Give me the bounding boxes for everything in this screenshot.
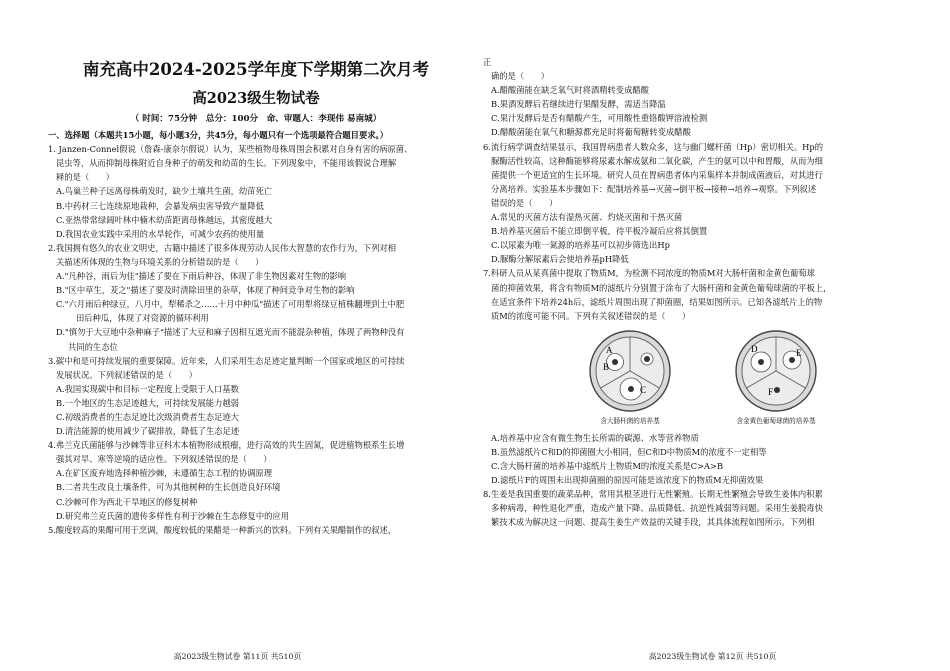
question-8-stem: 多种病毒，种性退化严重，造成产量下降、品质降低、抗逆性减弱等问题。采用生姜脱毒快 — [491, 503, 823, 514]
question-4-stem: 4.弗兰克氏菌能够与沙棘等非豆科木本植物形成根瘤，进行高效的共生固氮，促进植物根系生长增 — [48, 440, 405, 451]
question-4-option-c: C.沙棘可作为西北干旱地区的修复树种 — [56, 496, 198, 507]
staph-plate-caption: 含金黄色葡萄球菌的培养基 — [736, 416, 816, 425]
question-1-option-c: C.亚热带常绿阔叶林中楠木幼苗距离母株越远，其密度越大 — [56, 214, 273, 225]
question-2-option-c: 田后种瓜，体现了对资源的循环利用 — [76, 313, 209, 324]
question-2-option-a: A."凡种谷，雨后为佳"描述了要在下雨后种谷，体现了非生物因素对生物的影响 — [56, 271, 347, 282]
staph-plate-panel — [718, 329, 834, 431]
question-5-option-b: B.果酒发酵后若继续进行果醋发酵，需适当降温 — [491, 99, 666, 110]
question-2-stem: 关描述所体现的生物与环境关系的分析错误的是（ ） — [56, 256, 264, 267]
right-page — [475, 0, 950, 671]
question-3-option-d: D.清洁能源的使用减少了碳排放，降低了生态足迹 — [56, 426, 240, 437]
exam-subtitle: 高2023级生物试卷 — [192, 90, 320, 107]
exam-meta: （ 时间：75分钟 总分：100分 命、审题人：李现伟 易南城） — [130, 114, 382, 124]
question-7-option-c: C.含大肠杆菌的培养基中滤纸片上物质M的浓度关系是C>A>B — [491, 460, 724, 471]
question-1-stem: 1. Janzen-Connel假说（詹森-康奈尔假说）认为，某些植物母株周围会积累对自身有害的病原菌、 — [48, 144, 413, 155]
question-6-stem: 6.流行病学调查结果显示，我国胃病患者人数众多，这与幽门螺杆菌（Hp）密切相关。Hp的 — [483, 141, 823, 152]
question-4-option-a: A.在矿区废弃地选择种植沙棘，未遵循生态工程的协调原理 — [56, 468, 273, 479]
question-1-option-b: B.中药材三七连续原地栽种，会暴发病虫害导致产量降低 — [56, 200, 264, 211]
question-7-stem: 在适宜条件下培养24h后，滤纸片周围出现了抑菌圈，结果如图所示。已知各滤纸片上的物 — [491, 296, 823, 307]
question-8-stem: 8.生姜是我国重要的蔬菜品种，常用其根茎进行无性繁殖。长期无性繁殖会导致生姜体内积累 — [483, 489, 823, 500]
question-6-stem: 分离培养。实验基本步骤如下：配制培养基→灭菌→倒平板→接种→培养→观察。下列叙述 — [491, 183, 817, 194]
left-column — [48, 0, 464, 671]
culture-plates-figure — [483, 329, 923, 431]
ecoli-plate-icon — [588, 329, 672, 413]
section-heading: 一、选择题（本题共15小题，每小题3分，共45分，每小题只有一个选项最符合题目要求。） — [48, 130, 388, 141]
question-3-stem: 发展状况。下列叙述错误的是（ ） — [56, 369, 198, 380]
question-7-stem: 质M的浓度可能不同。下列有关叙述错误的是（ ） — [491, 310, 691, 321]
question-6-stem: 错误的是（ ） — [491, 197, 558, 208]
question-8-stem: 繁技术成为解决这一问题、提高生姜生产效益的关键手段，其具体流程如图所示。下列相 — [491, 517, 815, 528]
question-5-stem: 确的是（ ） — [491, 71, 550, 82]
disc-label-b: B — [603, 361, 610, 372]
question-6-option-a: A.常见的灭菌方法有湿热灭菌、灼烧灭菌和干热灭菌 — [491, 212, 683, 223]
disc-label-c: C — [640, 384, 647, 395]
exam-title: 南充高中2024-2025学年度下学期第二次月考 — [82, 60, 430, 79]
question-5-stem: 正 — [483, 57, 492, 67]
question-5-option-a: A.醋酸菌能在缺乏氧气时将酒精转变成醋酸 — [491, 85, 649, 96]
question-1-stem: 释的是（ ） — [56, 172, 115, 183]
question-7-stem: 菌的抑菌效果，将含有物质M的滤纸片分别置于涂布了大肠杆菌和金黄色葡萄球菌的平板上， — [491, 282, 832, 293]
question-1-option-d: D.我国农业实践中采用的水旱轮作，可减少农药的使用量 — [56, 228, 265, 239]
question-7-option-d: D.滤纸片F的周围未出现抑菌圈的原因可能是该浓度下的物质M无抑菌效果 — [491, 475, 764, 486]
question-2-option-b: B."区中草生，茇之"描述了要及时清除田里的杂草，体现了种间竞争对生物的影响 — [56, 285, 355, 296]
question-4-stem: 强其对旱、寒等逆境的适应性。下列叙述错误的是（ ） — [56, 454, 272, 465]
question-1-stem: 昆虫等，从而抑制母株附近自身种子的萌发和幼苗的生长。下列现象中，不能用该假说合理解 — [56, 158, 397, 169]
question-5-stem: 5.酸度较高的果醋可用于烹调，酸度较低的果醋是一种新兴的饮料。下列有关果醋制作的叙述， — [48, 524, 397, 535]
disc-f — [774, 387, 780, 393]
question-7-stem: 7.科研人员从某真菌中提取了物质M，为检测不同浓度的物质M对大肠杆菌和金黄色葡萄球 — [483, 268, 815, 279]
question-3-option-c: C.初级消费者的生态足迹比次级消费者生态足迹大 — [56, 411, 239, 422]
question-5-option-d: D.醋酸菌能在氧气和糖源都充足时将葡萄糖转变成醋酸 — [491, 127, 691, 138]
page-footer-right: 高2023级生物试卷 第12页 共510页 — [648, 652, 777, 661]
question-2-option-d: D."慎勿于大豆地中杂种麻子"描述了大豆和麻子因相互遮光而不能混杂种植，体现了两物种没有 — [56, 327, 405, 338]
question-6-option-b: B.培养基灭菌后不能立即倒平板，待平板冷凝后应将其倒置 — [491, 226, 708, 237]
disc-label-a: A — [606, 344, 613, 355]
staph-plate-icon — [734, 329, 818, 413]
disc-label-f: F — [768, 386, 774, 397]
question-3-option-b: B.一个地区的生态足迹越大，可持续发展能力越弱 — [56, 397, 239, 408]
question-6-stem: 脲酶活性较高，这种酶能够将尿素水解成氨和二氧化碳，产生的氨可以中和胃酸，从而为细 — [491, 155, 823, 166]
question-6-option-d: D.脲酶分解尿素后会使培养基pH降低 — [491, 254, 629, 265]
question-4-option-d: D.研究弗兰克氏菌的遗传多样性有利于沙棘在生态修复中的应用 — [56, 510, 290, 521]
question-6-option-c: C.以尿素为唯一氮源的培养基可以初步筛选出Hp — [491, 240, 670, 251]
question-3-stem: 3.碳中和是可持续发展的重要保障。近年来，人们采用生态足迹定量判断一个国家或地区的可持续 — [48, 355, 405, 366]
question-5-option-c: C.果汁发酵后是否有醋酸产生，可用酸性重铬酸钾溶液检测 — [491, 113, 708, 124]
question-2-option-c: C."六月雨后种绿豆，八月中，犁稀杀之……十月中种瓜"描述了可用犁将绿豆植株翻埋到土中肥 — [56, 299, 405, 310]
question-7-option-a: A.培养基中应含有微生物生长所需的碳源、水等营养物质 — [491, 432, 699, 443]
ecoli-plate-caption: 含大肠杆菌的培养基 — [600, 416, 660, 425]
question-7-option-b: B.虽然滤纸片C和D的抑菌圈大小相同，但C和D中物质M的浓度不一定相等 — [491, 446, 767, 457]
question-3-option-a: A.我国实现碳中和目标一定程度上受限于人口基数 — [56, 383, 239, 394]
disc-label-e: E — [796, 347, 802, 358]
right-column — [483, 0, 923, 671]
question-2-option-d: 共同的生态位 — [68, 341, 118, 352]
disc-label-d: D — [751, 343, 758, 354]
question-4-option-b: B.二者共生改良土壤条件，可为其他树种的生长创造良好环境 — [56, 482, 281, 493]
question-2-stem: 2.我国拥有悠久的农业文明史，古籍中描述了很多体现劳动人民伟大智慧的农作行为，下列对相 — [48, 242, 397, 253]
page-footer-left: 高2023级生物试卷 第11页 共510页 — [173, 652, 302, 661]
question-1-option-a: A.鸟巢兰种子远离母株萌发时，缺少土壤共生菌，幼苗死亡 — [56, 186, 273, 197]
question-6-stem: 菌提供一个更适宜的生长环境。研究人员在胃病患者体内采集样本并制成菌液后，对其进行 — [491, 169, 823, 180]
ecoli-plate-panel — [572, 329, 688, 431]
